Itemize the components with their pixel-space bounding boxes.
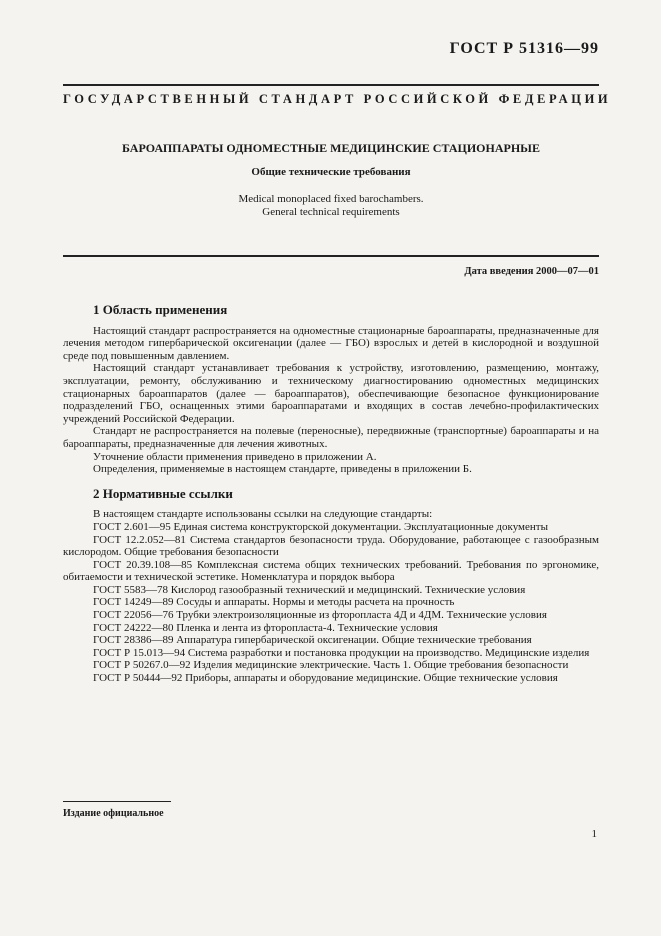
state-standard-banner: ГОСУДАРСТВЕННЫЙ СТАНДАРТ РОССИЙСКОЙ ФЕДЕРАЦИИ xyxy=(63,92,612,106)
reference-item: ГОСТ 12.2.052—81 Система стандартов безопасности труда. Оборудование, работающее с газообразным кислородом. Общие требования безопасности xyxy=(63,533,599,559)
footer-rule xyxy=(63,801,171,802)
section-1-paragraph: Уточнение области применения приведено в приложении А. xyxy=(93,450,377,463)
document-title: БАРОАППАРАТЫ ОДНОМЕСТНЫЕ МЕДИЦИНСКИЕ СТАЦИОНАРНЫЕ xyxy=(122,141,540,155)
reference-item: ГОСТ 28386—89 Аппаратура гипербарической оксигенации. Общие технические требования xyxy=(93,634,532,647)
reference-item: ГОСТ Р 50267.0—92 Изделия медицинские электрические. Часть 1. Общие требования безопасности xyxy=(93,659,569,672)
reference-item: ГОСТ 22056—76 Трубки электроизоляционные из фторопласта 4Д и 4ДМ. Технические условия xyxy=(93,609,547,622)
reference-item: ГОСТ 5583—78 Кислород газообразный технический и медицинский. Технические условия xyxy=(93,583,526,596)
english-title-line-2: General technical requirements xyxy=(262,206,400,218)
reference-intro: В настоящем стандарте использованы ссылки на следующие стандарты: xyxy=(93,508,433,521)
section-1-paragraph: Определения, применяемые в настоящем стандарте, приведены в приложении Б. xyxy=(93,463,472,476)
middle-rule xyxy=(63,255,599,257)
section-1-paragraph: Настоящий стандарт распространяется на одноместные стационарные бароаппараты, предназначенные для лечения методом гипербарической оксигенации (далее — ГБО) взрослых и детей в кислородной и воздушной среде под повышенным давлением. xyxy=(63,324,599,362)
section-2-heading: 2 Нормативные ссылки xyxy=(93,485,233,501)
english-title xyxy=(63,193,599,219)
reference-item: ГОСТ 24222—80 Пленка и лента из фторопласта-4. Технические условия xyxy=(93,621,438,634)
reference-item: ГОСТ 2.601—95 Единая система конструкторской документации. Эксплуатационные документы xyxy=(93,520,548,533)
reference-item: ГОСТ Р 15.013—94 Система разработки и постановка продукции на производство. Медицинские изделия xyxy=(93,646,590,659)
official-edition-label: Издание официальное xyxy=(63,808,164,819)
section-1-heading: 1 Область применения xyxy=(93,302,228,317)
reference-item: ГОСТ Р 50444—92 Приборы, аппараты и оборудование медицинские. Общие технические условия xyxy=(93,672,558,685)
document-subtitle: Общие технические требования xyxy=(251,166,411,178)
section-1-paragraph: Стандарт не распространяется на полевые (переносные), передвижные (транспортные) бароаппараты и на бароаппараты, предназначенные для лечения животных. xyxy=(63,425,599,450)
section-1-paragraph: Настоящий стандарт устанавливает требования к устройству, изготовлению, размещению, монтажу, эксплуатации, ремонту, обслуживанию и техническому диагностированию одноместных медицинских стационарных бароаппаратов (далее — бароаппаратов), обеспечивающие безопасное функционирование подразделений ГБО, оснащенных этими бароаппаратами и входящих в состав лечебно-профилактических учреждений Российской Федерации. xyxy=(63,362,599,425)
page-number: 1 xyxy=(591,828,597,840)
top-rule xyxy=(63,84,599,86)
gost-code: ГОСТ Р 51316—99 xyxy=(449,40,599,57)
document-body xyxy=(63,296,599,685)
english-title-line-1: Medical monoplaced fixed barochambers. xyxy=(238,193,424,205)
reference-item: ГОСТ 14249—89 Сосуды и аппараты. Нормы и методы расчета на прочность xyxy=(93,596,455,609)
reference-item: ГОСТ 20.39.108—85 Комплексная система общих технических требований. Требования по эргономике, обитаемости и технической эстетике. Номенклатура и порядок выбора xyxy=(63,558,599,584)
introduction-date: Дата введения 2000—07—01 xyxy=(464,266,599,277)
